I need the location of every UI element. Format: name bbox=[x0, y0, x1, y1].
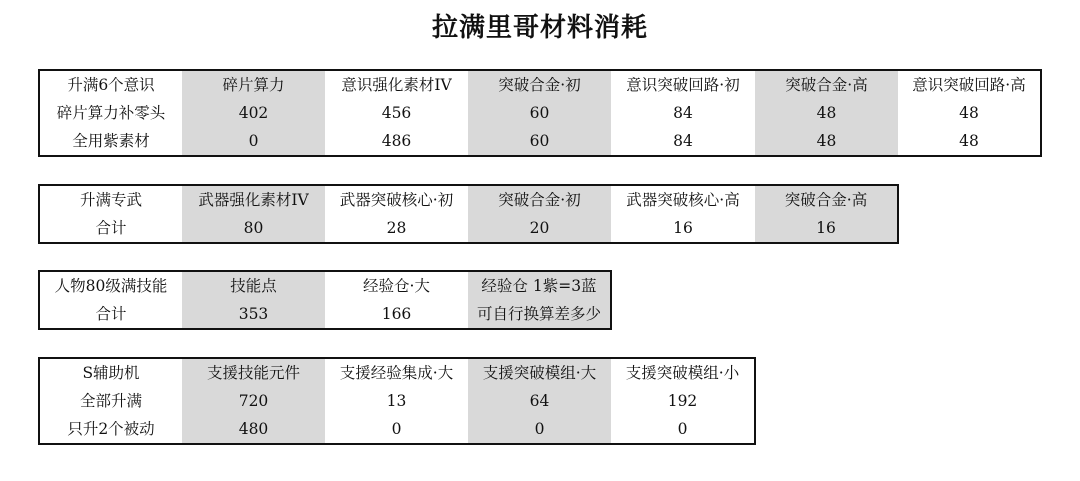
table-cell: 0 bbox=[182, 127, 325, 156]
table-row bbox=[39, 271, 611, 300]
table-note: 可自行换算差多少 bbox=[468, 300, 611, 329]
column-header: 支援经验集成·大 bbox=[339, 364, 454, 382]
table-cell: 166 bbox=[381, 305, 412, 323]
table-cell: 60 bbox=[468, 99, 611, 127]
column-header: 武器突破核心·高 bbox=[626, 191, 740, 209]
table-row bbox=[39, 415, 755, 444]
table-cell: 60 bbox=[468, 127, 611, 156]
table-row bbox=[39, 300, 611, 329]
table-cell: 28 bbox=[386, 219, 407, 237]
table-cell: 0 bbox=[468, 415, 611, 444]
row-label: 合计 bbox=[95, 305, 127, 323]
column-header: 武器突破核心·初 bbox=[339, 191, 454, 209]
table-cell: 48 bbox=[755, 127, 898, 156]
row-label: S辅助机 bbox=[82, 364, 140, 382]
table-cell: 192 bbox=[667, 392, 698, 410]
table-cell: 84 bbox=[673, 132, 693, 150]
column-header: 支援突破模组·小 bbox=[625, 364, 740, 382]
column-header: 突破合金·高 bbox=[755, 185, 898, 214]
table-cell: 480 bbox=[182, 415, 325, 444]
table-cell: 353 bbox=[182, 300, 325, 329]
support-unit-materials-table bbox=[38, 357, 756, 445]
row-label: 合计 bbox=[95, 219, 127, 237]
column-header: 技能点 bbox=[182, 271, 325, 300]
table-cell: 0 bbox=[677, 420, 688, 438]
row-label: 只升2个被动 bbox=[67, 420, 155, 438]
column-header: 意识突破回路·高 bbox=[912, 76, 1026, 94]
table-row bbox=[39, 358, 755, 387]
table-cell: 84 bbox=[673, 104, 693, 122]
table-cell: 48 bbox=[755, 99, 898, 127]
table-row bbox=[39, 99, 1041, 127]
weapon-materials-table bbox=[38, 184, 899, 244]
column-header: 武器强化素材IV bbox=[182, 185, 325, 214]
table-row bbox=[39, 214, 898, 243]
row-label: 升满6个意识 bbox=[67, 76, 155, 94]
table-cell: 486 bbox=[381, 132, 412, 150]
row-label: 全部升满 bbox=[79, 392, 142, 410]
column-header: 碎片算力 bbox=[182, 70, 325, 99]
page-title: 拉满里哥材料消耗 bbox=[431, 13, 648, 43]
column-header: 突破合金·初 bbox=[468, 70, 611, 99]
column-header: 经验仓 1紫=3蓝 bbox=[468, 271, 611, 300]
consciousness-materials-table bbox=[38, 69, 1042, 157]
skill-materials-table bbox=[38, 270, 612, 330]
column-header: 意识强化素材IV bbox=[341, 76, 452, 94]
table-row bbox=[39, 185, 898, 214]
table-cell: 48 bbox=[959, 132, 979, 150]
table-cell: 16 bbox=[673, 219, 693, 237]
table-cell: 456 bbox=[381, 104, 412, 122]
table-cell: 48 bbox=[959, 104, 979, 122]
table-cell: 402 bbox=[182, 99, 325, 127]
table-cell: 0 bbox=[391, 420, 402, 438]
column-header: 支援技能元件 bbox=[182, 358, 325, 387]
table-cell: 64 bbox=[468, 387, 611, 415]
column-header: 支援突破模组·大 bbox=[468, 358, 611, 387]
table-cell: 13 bbox=[386, 392, 407, 410]
table-row bbox=[39, 127, 1041, 156]
table-cell: 720 bbox=[182, 387, 325, 415]
column-header: 意识突破回路·初 bbox=[626, 76, 740, 94]
table-cell: 16 bbox=[755, 214, 898, 243]
table-row bbox=[39, 70, 1041, 99]
table-row bbox=[39, 387, 755, 415]
column-header: 突破合金·高 bbox=[755, 70, 898, 99]
row-label: 人物80级满技能 bbox=[54, 277, 168, 295]
table-cell: 20 bbox=[468, 214, 611, 243]
row-label: 升满专武 bbox=[79, 191, 142, 209]
row-label: 碎片算力补零头 bbox=[56, 104, 166, 122]
row-label: 全用紫素材 bbox=[72, 132, 150, 150]
column-header: 突破合金·初 bbox=[468, 185, 611, 214]
column-header: 经验仓·大 bbox=[363, 277, 430, 295]
table-cell: 80 bbox=[182, 214, 325, 243]
